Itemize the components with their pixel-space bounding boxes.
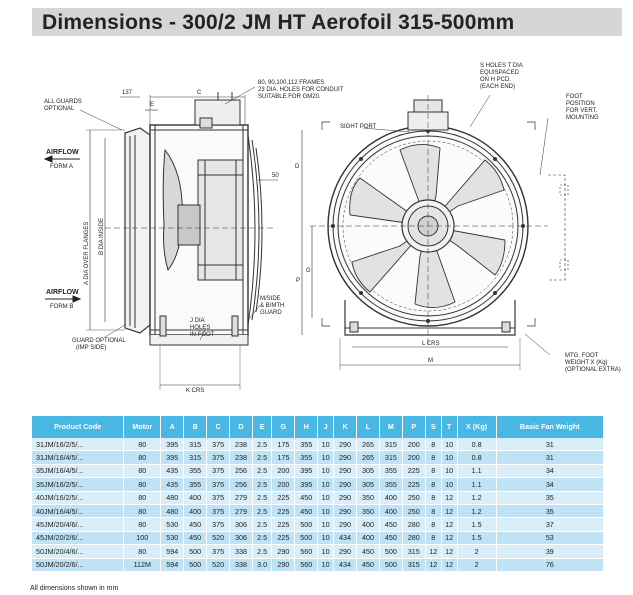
table-cell: 450 xyxy=(295,491,318,504)
table-cell: 395 xyxy=(161,438,184,451)
frames-note-1: 80, 90,100,112 FRAMES xyxy=(258,80,325,86)
table-cell: 2.5 xyxy=(252,518,271,531)
foot-pos-3: FOR VERT. xyxy=(566,108,598,114)
foot-pos-4: MOUNTING xyxy=(566,115,599,121)
table-cell: 594 xyxy=(161,545,184,558)
table-cell: 305 xyxy=(357,478,380,491)
table-cell: 80 xyxy=(124,478,161,491)
column-header: G xyxy=(272,416,295,438)
table-cell: 45JM/20/4/6/... xyxy=(32,518,124,531)
foot-pos-2: POSITION xyxy=(566,101,595,107)
table-cell: 225 xyxy=(402,478,425,491)
table-cell: 265 xyxy=(357,451,380,464)
table-cell: 8 xyxy=(425,518,441,531)
guard-label-2: & B/MTH xyxy=(260,303,285,309)
table-cell: 225 xyxy=(402,464,425,477)
table-cell: 10 xyxy=(318,504,334,517)
table-cell: 338 xyxy=(230,558,253,571)
table-cell: 375 xyxy=(207,491,230,504)
a-dia-label: A DIA OVER FLANGES xyxy=(84,221,90,285)
table-cell: 2 xyxy=(457,558,496,571)
table-cell: 280 xyxy=(402,518,425,531)
table-cell: 34 xyxy=(496,478,603,491)
table-cell: 12 xyxy=(441,558,457,571)
column-header: X (Kg) xyxy=(457,416,496,438)
table-cell: 112M xyxy=(124,558,161,571)
table-cell: 2.5 xyxy=(252,504,271,517)
table-cell: 1.5 xyxy=(457,531,496,544)
table-cell: 355 xyxy=(184,464,207,477)
table-cell: 395 xyxy=(295,464,318,477)
table-cell: 400 xyxy=(357,531,380,544)
form-b-label: FORM B xyxy=(50,304,74,310)
mtg-2: WEIGHT X (Kg) xyxy=(565,360,608,366)
column-header: E xyxy=(252,416,271,438)
table-cell: 8 xyxy=(425,451,441,464)
table-cell: 2.5 xyxy=(252,451,271,464)
table-cell: 45JM/20/2/6/... xyxy=(32,531,124,544)
dim-m: M xyxy=(428,358,433,364)
table-cell: 39 xyxy=(496,545,603,558)
table-cell: 306 xyxy=(230,518,253,531)
table-cell: 315 xyxy=(379,438,402,451)
table-cell: 315 xyxy=(379,451,402,464)
guard-opt-2: (IMP SIDE) xyxy=(76,345,107,351)
table-cell: 355 xyxy=(379,478,402,491)
table-cell: 500 xyxy=(184,558,207,571)
table-cell: 290 xyxy=(272,545,295,558)
table-cell: 280 xyxy=(402,531,425,544)
table-cell: 450 xyxy=(379,531,402,544)
table-cell: 2.5 xyxy=(252,545,271,558)
column-header: D xyxy=(230,416,253,438)
column-header: B xyxy=(184,416,207,438)
dim-d: D xyxy=(295,164,300,170)
table-cell: 1.1 xyxy=(457,464,496,477)
table-cell: 31JM/16/4/5/... xyxy=(32,451,124,464)
table-body xyxy=(32,438,604,571)
table-cell: 375 xyxy=(207,438,230,451)
table-cell: 355 xyxy=(295,438,318,451)
table-row xyxy=(32,504,604,517)
table-row xyxy=(32,491,604,504)
table-cell: 10 xyxy=(318,491,334,504)
table-cell: 256 xyxy=(230,464,253,477)
column-header: H xyxy=(295,416,318,438)
table-cell: 1.5 xyxy=(457,518,496,531)
table-cell: 290 xyxy=(334,464,357,477)
side-view xyxy=(80,87,278,390)
column-header: C xyxy=(207,416,230,438)
table-cell: 200 xyxy=(402,438,425,451)
column-header: M xyxy=(379,416,402,438)
table-cell: 435 xyxy=(161,478,184,491)
table-cell: 450 xyxy=(184,531,207,544)
table-cell: 80 xyxy=(124,545,161,558)
table-cell: 10 xyxy=(318,518,334,531)
table-row xyxy=(32,438,604,451)
airflow-arrows xyxy=(45,156,80,302)
front-view xyxy=(302,95,568,370)
table-cell: 80 xyxy=(124,504,161,517)
dim-137: 137 xyxy=(122,90,133,96)
column-header: T xyxy=(441,416,457,438)
table-cell: 400 xyxy=(379,491,402,504)
table-cell: 500 xyxy=(184,545,207,558)
table-cell: 315 xyxy=(184,438,207,451)
table-cell: 10 xyxy=(318,451,334,464)
table-cell: 500 xyxy=(379,545,402,558)
table-cell: 50JM/20/2/6/... xyxy=(32,558,124,571)
table-cell: 290 xyxy=(334,545,357,558)
table-cell: 290 xyxy=(334,491,357,504)
table-cell: 305 xyxy=(357,464,380,477)
foot-pos-1: FOOT xyxy=(566,94,583,100)
table-cell: 290 xyxy=(334,438,357,451)
table-cell: 200 xyxy=(402,451,425,464)
table-cell: 225 xyxy=(272,491,295,504)
s-holes-3: ON H PCD. xyxy=(480,77,512,83)
table-cell: 2.5 xyxy=(252,464,271,477)
table-cell: 1.2 xyxy=(457,491,496,504)
table-cell: 290 xyxy=(334,478,357,491)
table-cell: 35 xyxy=(496,491,603,504)
table-row xyxy=(32,558,604,571)
airflow-a-label: AIRFLOW xyxy=(46,149,79,156)
table-cell: 12 xyxy=(441,504,457,517)
guard-label-3: GUARD xyxy=(260,310,282,316)
table-cell: 10 xyxy=(318,545,334,558)
table-cell: 306 xyxy=(230,531,253,544)
table-cell: 520 xyxy=(207,558,230,571)
table-cell: 10 xyxy=(318,478,334,491)
table-cell: 8 xyxy=(425,438,441,451)
table-cell: 375 xyxy=(207,451,230,464)
table-cell: 375 xyxy=(207,464,230,477)
table-cell: 12 xyxy=(441,545,457,558)
table-cell: 80 xyxy=(124,464,161,477)
table-row xyxy=(32,464,604,477)
jdia-label-1: J DIA xyxy=(190,318,205,324)
all-guards-label: ALL GUARDS xyxy=(44,99,82,105)
table-cell: 12 xyxy=(441,518,457,531)
table-cell: 8 xyxy=(425,491,441,504)
table-cell: 355 xyxy=(295,451,318,464)
column-header: Motor xyxy=(124,416,161,438)
table-cell: 100 xyxy=(124,531,161,544)
table-cell: 395 xyxy=(295,478,318,491)
guard-label-1: M/SIDE xyxy=(260,296,281,302)
table-cell: 480 xyxy=(161,504,184,517)
table-cell: 35 xyxy=(496,504,603,517)
table-cell: 76 xyxy=(496,558,603,571)
jdia-label-2: HOLES xyxy=(190,325,211,331)
table-cell: 1.2 xyxy=(457,504,496,517)
table-cell: 175 xyxy=(272,451,295,464)
table-cell: 375 xyxy=(207,518,230,531)
table-cell: 2.5 xyxy=(252,531,271,544)
technical-drawing xyxy=(0,40,633,412)
table-cell: 12 xyxy=(425,545,441,558)
table-cell: 80 xyxy=(124,518,161,531)
table-cell: 10 xyxy=(441,478,457,491)
table-cell: 80 xyxy=(124,491,161,504)
table-row xyxy=(32,518,604,531)
column-header: Product Code xyxy=(32,416,124,438)
dim-50: 50 xyxy=(272,173,279,179)
table-cell: 10 xyxy=(441,438,457,451)
dim-c: C xyxy=(197,90,202,96)
table-cell: 0.8 xyxy=(457,438,496,451)
table-cell: 31 xyxy=(496,451,603,464)
table-cell: 480 xyxy=(161,491,184,504)
s-holes-1: S HOLES T DIA xyxy=(480,63,523,69)
table-cell: 350 xyxy=(357,491,380,504)
table-cell: 450 xyxy=(357,558,380,571)
frames-note-2: 23 DIA. HOLES FOR CONDUIT xyxy=(258,87,344,93)
table-cell: 375 xyxy=(207,478,230,491)
table-cell: 10 xyxy=(318,558,334,571)
column-header: Basic Fan Weight xyxy=(496,416,603,438)
s-holes-2: EQUISPACED xyxy=(480,70,519,76)
table-cell: 10 xyxy=(441,464,457,477)
table-cell: 375 xyxy=(207,545,230,558)
table-cell: 395 xyxy=(161,451,184,464)
table-cell: 37 xyxy=(496,518,603,531)
table-cell: 290 xyxy=(334,518,357,531)
column-header: L xyxy=(357,416,380,438)
table-cell: 31JM/16/2/5/... xyxy=(32,438,124,451)
frames-note-3: SUITABLE FOR GM20. xyxy=(258,94,321,100)
guard-opt-1: GUARD OPTIONAL xyxy=(72,338,126,344)
table-cell: 1.1 xyxy=(457,478,496,491)
table-cell: 315 xyxy=(402,558,425,571)
page-title: Dimensions - 300/2 JM HT Aerofoil 315-500mm xyxy=(42,11,515,34)
table-cell: 350 xyxy=(357,504,380,517)
table-cell: 400 xyxy=(184,491,207,504)
table-cell: 50JM/20/4/6/... xyxy=(32,545,124,558)
table-cell: 40JM/16/2/5/... xyxy=(32,491,124,504)
table-cell: 2.5 xyxy=(252,491,271,504)
dimensions-table xyxy=(32,416,604,572)
table-cell: 2.5 xyxy=(252,478,271,491)
table-row xyxy=(32,531,604,544)
table-row xyxy=(32,545,604,558)
dim-g: G xyxy=(306,268,311,274)
table-cell: 12 xyxy=(425,558,441,571)
table-cell: 594 xyxy=(161,558,184,571)
table-row xyxy=(32,478,604,491)
table-cell: 35JM/16/4/5/... xyxy=(32,464,124,477)
table-cell: 31 xyxy=(496,438,603,451)
table-cell: 290 xyxy=(334,451,357,464)
table-cell: 2 xyxy=(457,545,496,558)
table-cell: 238 xyxy=(230,451,253,464)
s-holes-4: (EACH END) xyxy=(480,84,516,90)
table-cell: 500 xyxy=(379,558,402,571)
table-cell: 290 xyxy=(272,558,295,571)
column-header: P xyxy=(402,416,425,438)
table-cell: 560 xyxy=(295,558,318,571)
table-cell: 225 xyxy=(272,531,295,544)
table-cell: 34 xyxy=(496,464,603,477)
table-cell: 530 xyxy=(161,531,184,544)
table-cell: 279 xyxy=(230,504,253,517)
table-cell: 80 xyxy=(124,451,161,464)
table-cell: 250 xyxy=(402,491,425,504)
table-cell: 315 xyxy=(402,545,425,558)
table-cell: 35JM/16/2/5/... xyxy=(32,478,124,491)
column-header: A xyxy=(161,416,184,438)
table-cell: 8 xyxy=(425,464,441,477)
column-header: S xyxy=(425,416,441,438)
table-cell: 315 xyxy=(184,451,207,464)
table-cell: 12 xyxy=(441,531,457,544)
table-cell: 175 xyxy=(272,438,295,451)
footnote: All dimensions shown in mm xyxy=(30,585,119,592)
table-cell: 450 xyxy=(379,518,402,531)
table-header-row xyxy=(32,416,604,438)
table-row xyxy=(32,451,604,464)
airflow-b-label: AIRFLOW xyxy=(46,289,79,296)
table-cell: 256 xyxy=(230,478,253,491)
title-bar xyxy=(32,8,622,36)
table-cell: 238 xyxy=(230,438,253,451)
table-cell: 10 xyxy=(318,464,334,477)
table-cell: 355 xyxy=(184,478,207,491)
table-cell: 10 xyxy=(318,531,334,544)
table-cell: 450 xyxy=(357,545,380,558)
table-cell: 80 xyxy=(124,438,161,451)
table-cell: 265 xyxy=(357,438,380,451)
table-cell: 8 xyxy=(425,504,441,517)
b-dia-label: B DIA INSIDE xyxy=(99,217,105,255)
column-header: J xyxy=(318,416,334,438)
mtg-3: (OPTIONAL EXTRA) xyxy=(565,367,621,373)
table-cell: 530 xyxy=(161,518,184,531)
table-cell: 450 xyxy=(295,504,318,517)
dim-p: P xyxy=(296,278,301,284)
table-cell: 435 xyxy=(161,464,184,477)
table-cell: 53 xyxy=(496,531,603,544)
optional-label: OPTIONAL xyxy=(44,106,75,112)
table-cell: 434 xyxy=(334,558,357,571)
table-cell: 3.0 xyxy=(252,558,271,571)
table-cell: 8 xyxy=(425,531,441,544)
table-cell: 12 xyxy=(441,491,457,504)
dim-e: E xyxy=(150,102,155,108)
table-cell: 10 xyxy=(318,438,334,451)
table-cell: 200 xyxy=(272,478,295,491)
sight-port-label: SIGHT PORT xyxy=(340,124,377,130)
table-cell: 200 xyxy=(272,464,295,477)
table-cell: 400 xyxy=(184,504,207,517)
k-crs-label: K CRS xyxy=(186,388,205,394)
table-cell: 225 xyxy=(272,518,295,531)
table-cell: 355 xyxy=(379,464,402,477)
table-cell: 450 xyxy=(184,518,207,531)
table-cell: 225 xyxy=(272,504,295,517)
table-cell: 279 xyxy=(230,491,253,504)
l-crs-label: L CRS xyxy=(422,341,440,347)
column-header: K xyxy=(334,416,357,438)
table-cell: 0.8 xyxy=(457,451,496,464)
table-cell: 375 xyxy=(207,504,230,517)
table-cell: 400 xyxy=(379,504,402,517)
mtg-1: MTG. FOOT xyxy=(565,353,599,359)
table-cell: 8 xyxy=(425,478,441,491)
table-cell: 434 xyxy=(334,531,357,544)
table-cell: 500 xyxy=(295,531,318,544)
table-cell: 400 xyxy=(357,518,380,531)
table-cell: 250 xyxy=(402,504,425,517)
jdia-label-3: IN FOOT xyxy=(190,332,215,338)
table-cell: 40JM/16/4/5/... xyxy=(32,504,124,517)
table-cell: 10 xyxy=(441,451,457,464)
table-cell: 560 xyxy=(295,545,318,558)
table-cell: 2.5 xyxy=(252,438,271,451)
table-cell: 500 xyxy=(295,518,318,531)
form-a-label: FORM A xyxy=(50,164,74,170)
table-cell: 520 xyxy=(207,531,230,544)
table-cell: 290 xyxy=(334,504,357,517)
table-cell: 338 xyxy=(230,545,253,558)
